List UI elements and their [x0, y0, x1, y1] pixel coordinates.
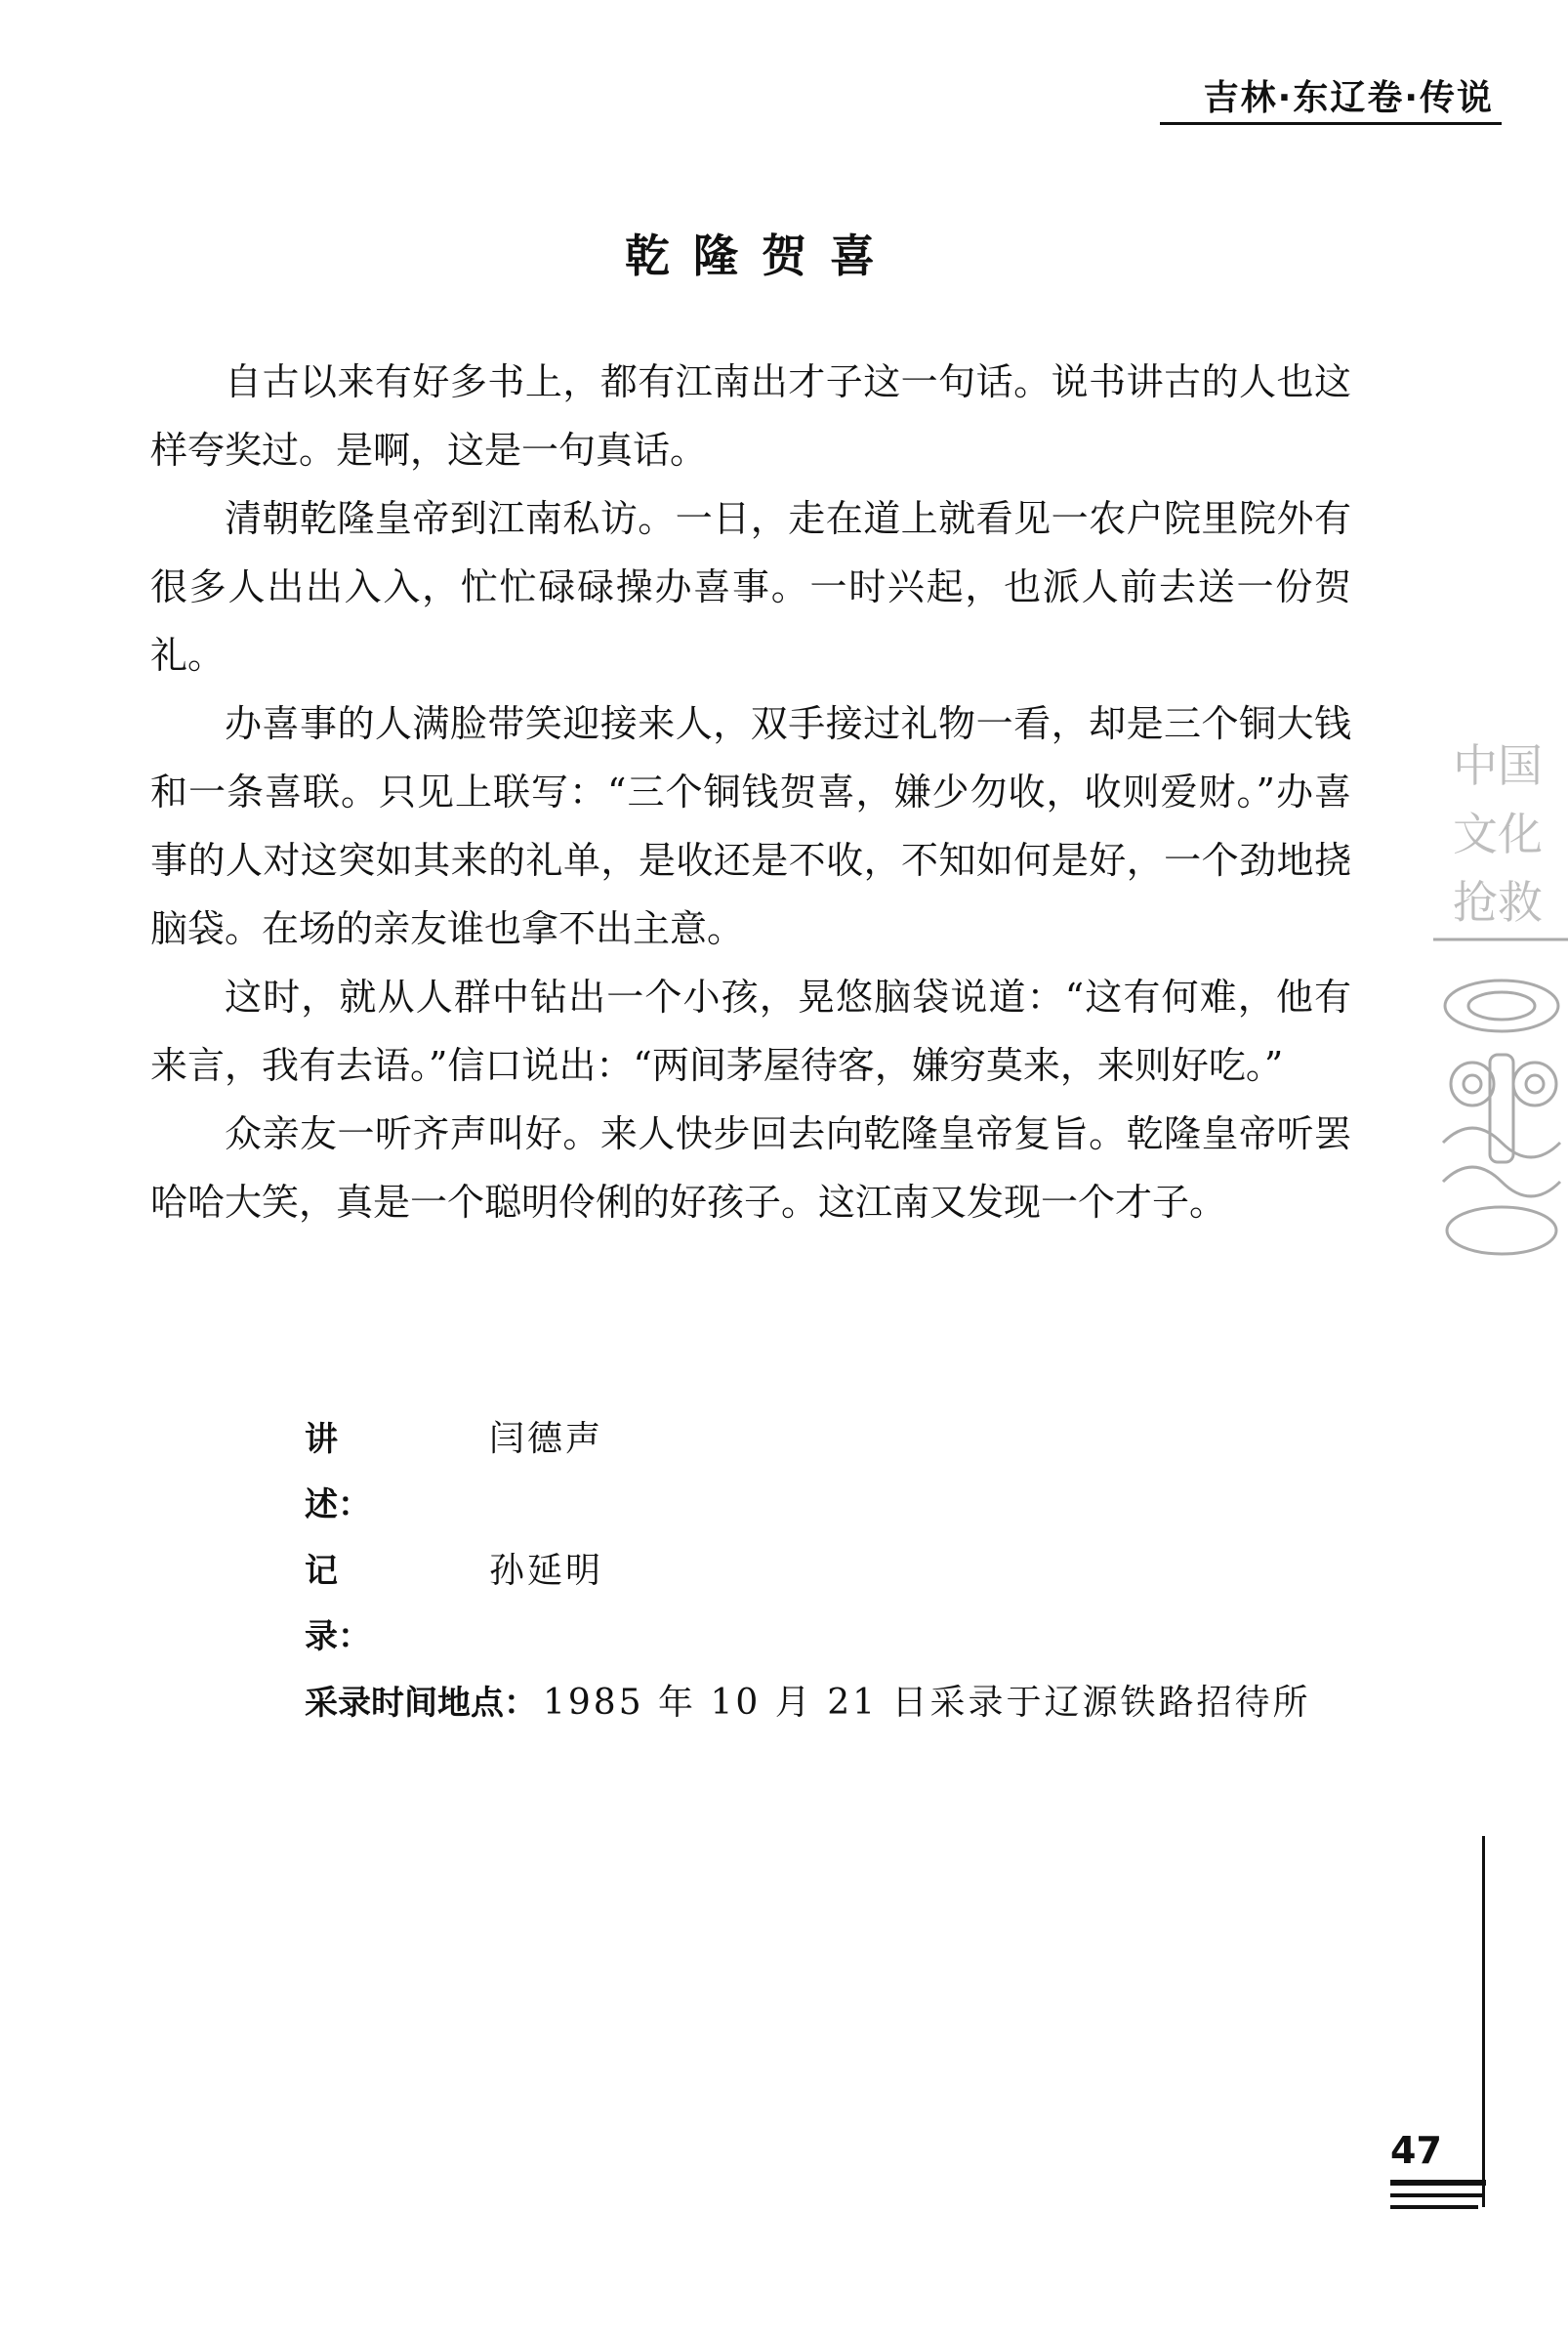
narrator-name: 闫德声 [489, 1419, 604, 1459]
narrator-row [305, 1406, 1310, 1538]
svg-text:中国: 中国 [1453, 739, 1543, 792]
side-tab-emblem-icon [1433, 713, 1568, 1270]
narrator-label: 讲述： [305, 1420, 371, 1524]
recorder-row [305, 1538, 1310, 1670]
story-body [150, 348, 1351, 1236]
paragraph: 清朝乾隆皇帝到江南私访。一日，走在道上就看见一农户院里院外有很多人出出入入，忙忙碌碌操办喜事。一时兴起，也派人前去送一份贺礼。 [150, 497, 1351, 677]
time-place-label: 采录时间地点： [305, 1684, 537, 1723]
story-title: 乾隆贺喜 [625, 229, 898, 282]
recorder-name: 孙延明 [489, 1551, 604, 1591]
page-number: 47 [1390, 2129, 1442, 2172]
paragraph: 众亲友一听齐声叫好。来人快步回去向乾隆皇帝复旨。乾隆皇帝听罢哈哈大笑，真是一个聪明伶俐的好孩子。这江南又发现一个才子。 [150, 1112, 1351, 1224]
credits [305, 1406, 1310, 1736]
running-title: 吉林·东辽卷·传说 [1203, 78, 1494, 118]
header-rule [1160, 122, 1502, 125]
svg-text:抢救: 抢救 [1453, 876, 1543, 929]
footer-bar [1390, 2205, 1478, 2209]
recorder-label: 记录： [305, 1552, 371, 1656]
paragraph: 这时，就从人群中钻出一个小孩，晃悠脑袋说道：“这有何难，他有来言，我有去语。”信口说出：“两间茅屋待客，嫌穷莫来，来则好吃。” [150, 976, 1351, 1087]
paragraph: 自古以来有好多书上，都有江南出才子这一句话。说书讲古的人也这样夸奖过。是啊，这是一句真话。 [150, 360, 1351, 472]
paragraph: 办喜事的人满脸带笑迎接来人，双手接过礼物一看，却是三个铜大钱和一条喜联。只见上联写：“三个铜钱贺喜，嫌少勿收，收则爱财。”办喜事的人对这突如其来的礼单，是收还是不收，不知如何是好，一个劲地挠脑袋。在场的亲友谁也拿不出主意。 [150, 702, 1351, 950]
footer-bar [1390, 2180, 1486, 2186]
svg-text:文化: 文化 [1453, 808, 1543, 860]
time-place-row [305, 1670, 1310, 1736]
footer-vertical-rule [1482, 1836, 1485, 2207]
time-place-value: 1985 年 10 月 21 日采录于辽源铁路招待所 [543, 1683, 1311, 1723]
footer-bar [1390, 2193, 1482, 2197]
